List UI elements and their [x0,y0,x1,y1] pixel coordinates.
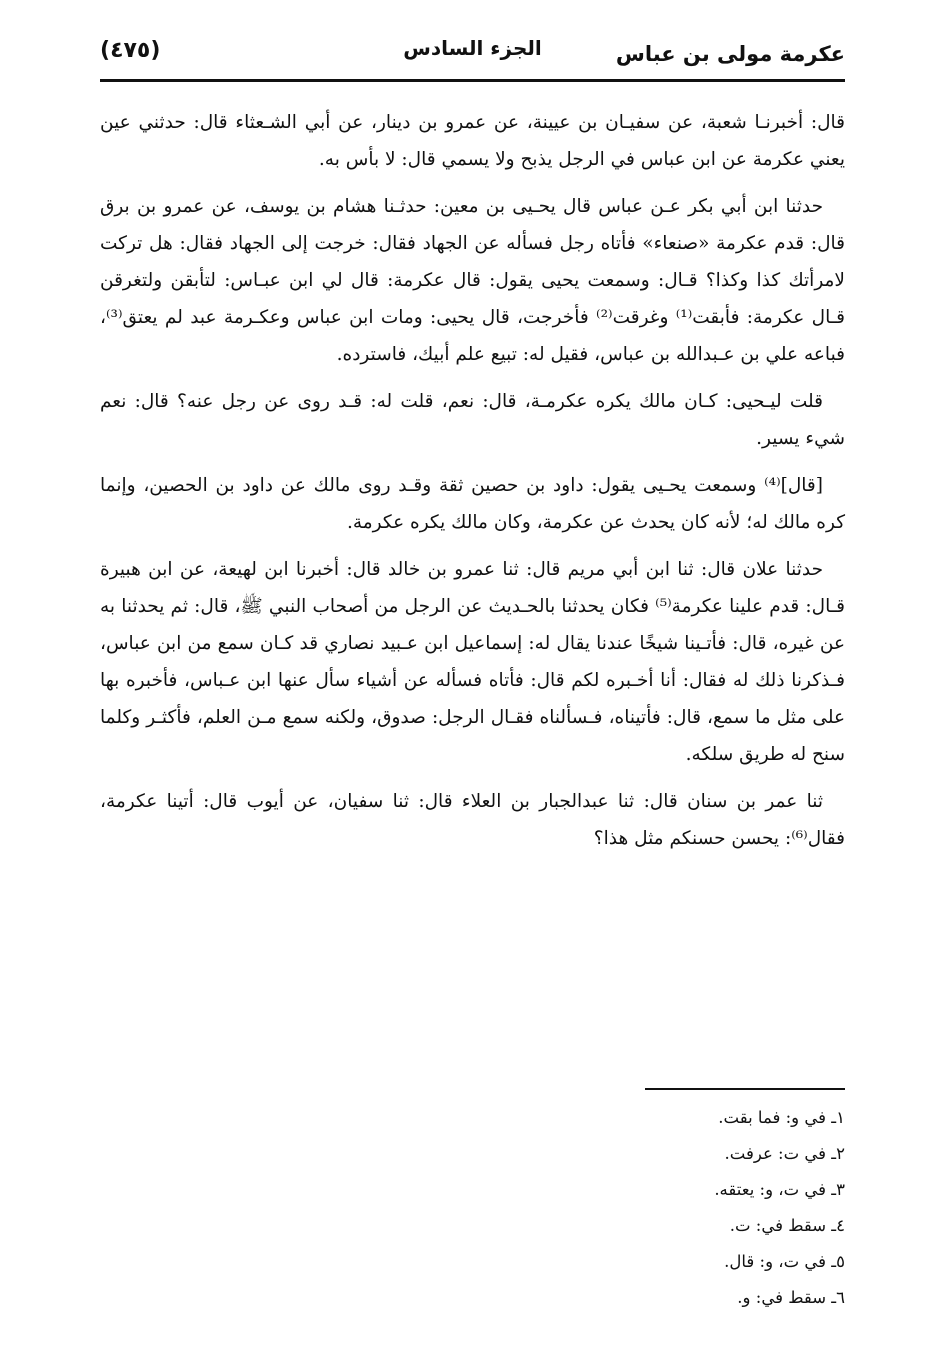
paragraph-6: ثنا عمر بن سنان قال: ثنا عبدالجبار بن العلاء قال: ثنا سفيان، عن أيوب قال: أتينا عكرمة، فقال⁽⁶⁾: يحسن حسنكم مثل هذا؟ [100,791,845,849]
header-divider [100,79,845,82]
footnote-2: ٢ـ في ت: عرفت. [724,1144,845,1163]
paragraph-5: حدثنا علان قال: ثنا ابن أبي مريم قال: ثنا عمرو بن خالد قال: أخبرنا ابن لهيعة، عن ابن هبيرة قـال: قدم علينا عكرمة⁽⁵⁾ فكان يحدثنا بالحـديث عن الرجل من أصحاب النبي ﷺ، قال: ثم يحدثنا به عن غيره، قال: فأتـينا شيخًا عندنا يقال له: إسماعيل ابن عـبيد نصاري قد كـان سمع من ابن عباس، فـذكرنا ذلك له فقال: أنا أخـبره لكم قال: فأتاه فسأله عن أشياء سأل عنها ابن عـباس، فأخبره بها على مثل ما سمع، قال: فأتيناه، فـسألناه فقـال الرجل: صدوق، ولكنه سمع مـن العلم، فأكثـر وكلما سنح له طريق سلكه. [100,559,845,765]
paragraph-4: [قال]⁽⁴⁾ وسمعت يحـيى يقول: داود بن حصين ثقة وقـد روى مالك عن داود بن الحصين، وإنما كره مالك له؛ لأنه كان يحدث عن عكرمة، وكان مالك يكره عكرمة. [100,475,845,533]
footnote-1: ١ـ في و: فما بقت. [718,1108,845,1127]
volume-title: الجزء السادس [403,36,542,60]
running-title: عكرمة مولى بن عباس [615,42,845,66]
footnote-5: ٥ـ في ت، و: قال. [724,1252,845,1271]
paragraph-1: قال: أخبرنـا شعبة، عن سفيـان بن عيينة، عن عمرو بن دينار، عن أبي الشـعثاء قال: حدثني عين يعني عكرمة عن ابن عباس في الرجل يذبح ولا يسمي قال: لا بأس به. [100,112,845,170]
footnote-4: ٤ـ سقط في: ت. [729,1216,845,1235]
footnote-divider [645,1088,845,1090]
footnote-6: ٦ـ سقط في: و. [737,1288,845,1307]
paragraph-2: حدثنا ابن أبي بكر عـن عباس قال يحـيى بن معين: حدثـنا هشام بن يوسف، عن عمرو بن برق قال: قدم عكرمة «صنعاء» فأتاه رجل فسأله عن الجهاد فقال: خرجت إلى الجهاد فقال: هل تركت لامرأتك كذا وكذا؟ قـال: وسمعت يحيى يقول: قال عكرمة: قال لي ابن عبـاس: لتأبقن ولتغرقن قـال عكرمة: فأبقت⁽¹⁾ وغرقت⁽²⁾ فأخرجت، قال يحيى: ومات ابن عباس وعكـرمة عبد لم يعتق⁽³⁾، فباعه علي بن عـبدالله بن عباس، فقيل له: تبيع علم أبيك، فاسترده. [100,196,845,365]
page-number: (٤٧٥) [100,38,161,63]
page-header [100,36,845,76]
main-text [100,104,845,867]
footnote-3: ٣ـ في ت، و: يعتقه. [714,1180,845,1199]
footnotes [100,1100,845,1316]
paragraph-3: قلت ليـحيى: كـان مالك يكره عكرمـة، قال: نعم، قلت له: قـد روى عن رجل عنه؟ قال: نعم شيء يسير. [100,391,845,449]
